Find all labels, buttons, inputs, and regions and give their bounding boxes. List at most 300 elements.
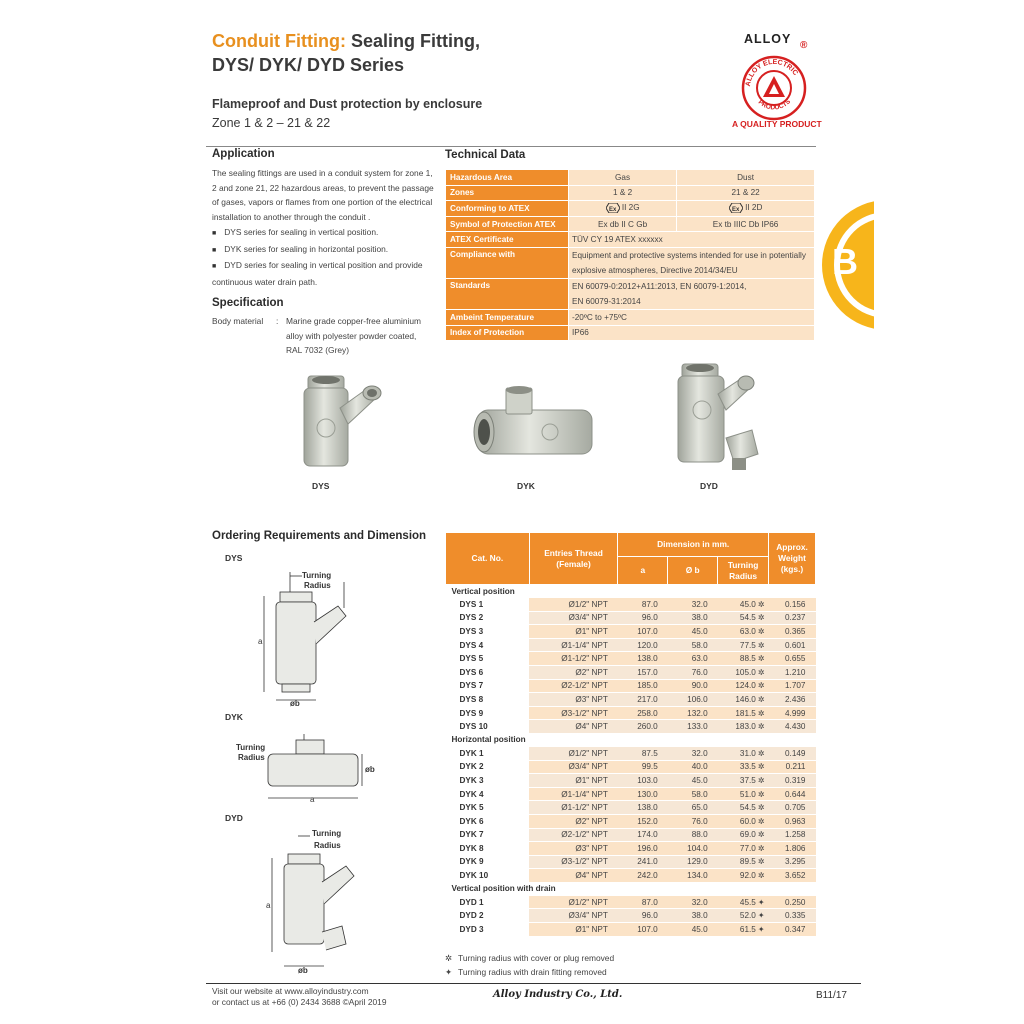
table-row [446, 706, 816, 720]
logo-brand-text: ALLOY [744, 32, 792, 46]
turning-radius [718, 923, 769, 937]
turning-radius-value: 183.0 [735, 722, 756, 732]
diamond-star-icon: ✦ [757, 924, 765, 934]
tech-row [446, 309, 815, 325]
diagram-label-dys: DYS [225, 553, 243, 563]
table-row [446, 611, 816, 625]
asterisk-icon: ✲ [757, 871, 765, 881]
tech-gas: 1 & 2 [569, 185, 677, 201]
tech-dust: Ex tb IIIC Db IP66 [677, 216, 815, 232]
tech-row [446, 278, 815, 309]
turning-radius-value: 88.5 [739, 654, 756, 664]
tech-label: Index of Protection [446, 325, 569, 341]
asterisk-icon: ✲ [757, 789, 765, 799]
entries-thread: Ø1" NPT [529, 774, 618, 788]
turning-radius-value: 33.5 [739, 762, 756, 772]
dys-dimension-diagram [254, 568, 364, 708]
application-heading: Application [212, 148, 275, 160]
dim-b: 45.0 [668, 625, 718, 639]
tech-gas: Ex db II C Gb [569, 216, 677, 232]
weight: 0.365 [769, 625, 816, 639]
svg-text:Ex: Ex [731, 207, 740, 214]
section-row [446, 882, 816, 895]
diagram-text: Turning [236, 743, 266, 752]
dim-b: 133.0 [668, 720, 718, 734]
tech-label: Conforming to ATEX [446, 201, 569, 217]
dim-b: 38.0 [668, 909, 718, 923]
asterisk-icon: ✲ [757, 775, 765, 785]
asterisk-icon: ✲ [757, 722, 765, 732]
zones-subtitle: Zone 1 & 2 – 21 & 22 [212, 116, 331, 130]
weight: 1.707 [769, 679, 816, 693]
tech-standards-1: EN 60079-0:2012+A11:2013, EN 60079-1:2014, [572, 281, 747, 291]
table-row [446, 652, 816, 666]
dim-a: 138.0 [618, 652, 668, 666]
entries-thread: Ø3" NPT [529, 842, 618, 856]
dim-b: 58.0 [668, 638, 718, 652]
dim-b: 32.0 [668, 746, 718, 760]
turning-radius [718, 869, 769, 883]
cat-number: DYS 1 [446, 598, 530, 612]
cat-number: DYK 1 [446, 746, 530, 760]
cat-number: DYS 7 [446, 679, 530, 693]
cat-number: DYS 9 [446, 706, 530, 720]
page-title-line2: DYS/ DYK/ DYD Series [212, 55, 405, 75]
dyd-dimension-diagram [262, 826, 372, 976]
asterisk-icon: ✲ [445, 953, 453, 963]
table-row [446, 638, 816, 652]
entries-thread: Ø4" NPT [529, 869, 618, 883]
section-row [446, 733, 816, 746]
dyk-product-image [470, 378, 600, 473]
ordering-header-row [446, 533, 816, 557]
turning-radius-value: 45.0 [739, 599, 756, 609]
tech-label: Ambeint Temperature [446, 309, 569, 325]
dyd-caption: DYD [700, 481, 718, 491]
col-turning [718, 557, 769, 585]
dim-b: 32.0 [668, 598, 718, 612]
dim-b: 40.0 [668, 760, 718, 774]
entries-thread: Ø3/4" NPT [529, 909, 618, 923]
header-divider [206, 146, 816, 147]
tech-label: Zones [446, 185, 569, 201]
asterisk-icon: ✲ [757, 626, 765, 636]
svg-text:ALLOY ELECTRIC: ALLOY ELECTRIC [744, 58, 799, 87]
turning-radius [718, 842, 769, 856]
spec-label: Body material [212, 316, 264, 326]
turning-radius-value: 77.0 [739, 843, 756, 853]
bullet-dyd: ■ DYD series for sealing in vertical position and provide continuous water drain path. [212, 258, 438, 289]
weight: 1.210 [769, 665, 816, 679]
dim-a: 258.0 [618, 706, 668, 720]
technical-data-table [445, 169, 815, 341]
note-text: Turning radius with cover or plug removed [458, 953, 615, 963]
weight: 2.436 [769, 693, 816, 707]
dim-a: 87.0 [618, 895, 668, 909]
tech-label: Hazardous Area [446, 170, 569, 186]
weight: 0.156 [769, 598, 816, 612]
tech-value: Equipment and protective systems intended for use in potentially explosive atmospheres, Directive 2014/34/EU [569, 247, 815, 278]
footer-company: Alloy Industry Co., Ltd. [493, 989, 623, 1000]
entries-thread: Ø1/2" NPT [529, 598, 618, 612]
logo-registered: ® [800, 40, 808, 51]
entries-thread: Ø3/4" NPT [529, 760, 618, 774]
tech-gas: II 2G [621, 203, 640, 213]
cat-number: DYK 8 [446, 842, 530, 856]
diagram-text: Radius [314, 841, 341, 850]
entries-thread: Ø1/2" NPT [529, 895, 618, 909]
diagram-text: a [258, 637, 263, 646]
tech-value: TÜV CY 19 ATEX xxxxxx [569, 232, 815, 248]
weight: 0.655 [769, 652, 816, 666]
asterisk-icon: ✲ [757, 613, 765, 623]
dim-a: 120.0 [618, 638, 668, 652]
entries-thread: Ø1-1/2" NPT [529, 801, 618, 815]
dim-a: 152.0 [618, 814, 668, 828]
asterisk-icon: ✲ [757, 830, 765, 840]
dim-a: 138.0 [618, 801, 668, 815]
col-thread-1: Entries Thread [544, 547, 603, 558]
tech-row [446, 201, 815, 217]
spec-value: Marine grade copper-free aluminium alloy with polyester powder coated, RAL 7032 (Grey) [286, 316, 421, 356]
title-rest: Sealing Fitting, [345, 31, 480, 51]
turning-radius [718, 801, 769, 815]
turning-radius-value: 92.0 [739, 871, 756, 881]
entries-thread: Ø3-1/2" NPT [529, 706, 618, 720]
asterisk-icon: ✲ [757, 762, 765, 772]
dim-a: 241.0 [618, 855, 668, 869]
section-row [446, 585, 816, 598]
dim-b: 45.0 [668, 923, 718, 937]
table-row [446, 693, 816, 707]
dim-b: 104.0 [668, 842, 718, 856]
turning-radius [718, 774, 769, 788]
tech-row [446, 216, 815, 232]
turning-radius [718, 909, 769, 923]
turning-radius [718, 895, 769, 909]
weight: 0.211 [769, 760, 816, 774]
weight: 0.601 [769, 638, 816, 652]
table-row [446, 665, 816, 679]
entries-thread: Ø1-1/4" NPT [529, 787, 618, 801]
table-row [446, 774, 816, 788]
tech-value: -20ºC to +75ºC [569, 309, 815, 325]
cat-number: DYS 2 [446, 611, 530, 625]
specification-heading: Specification [212, 297, 284, 309]
tech-value-cell [569, 278, 815, 309]
diagram-text: Radius [238, 753, 265, 762]
col-weight-2: Weight [778, 553, 806, 563]
diagram-text: a [310, 795, 315, 804]
col-a: a [618, 557, 668, 585]
turning-radius-value: 54.5 [739, 803, 756, 813]
tech-dust: II 2D [745, 203, 763, 213]
technical-heading: Technical Data [445, 149, 526, 161]
turning-radius [718, 625, 769, 639]
svg-text:Ex: Ex [608, 207, 616, 214]
svg-text:PRODUCTS: PRODUCTS [756, 98, 793, 112]
turning-radius [718, 828, 769, 842]
ex-hexagon-icon [729, 203, 743, 213]
table-row [446, 598, 816, 612]
dim-a: 196.0 [618, 842, 668, 856]
dim-b: 129.0 [668, 855, 718, 869]
cat-number: DYK 2 [446, 760, 530, 774]
dim-b: 106.0 [668, 693, 718, 707]
weight: 0.319 [769, 774, 816, 788]
table-row [446, 842, 816, 856]
cat-number: DYS 6 [446, 665, 530, 679]
cat-number: DYK 9 [446, 855, 530, 869]
col-thread-2: (Female) [556, 558, 591, 569]
turning-radius-value: 146.0 [735, 694, 756, 704]
asterisk-icon: ✲ [757, 748, 765, 758]
dim-a: 130.0 [618, 787, 668, 801]
dys-product-image [290, 368, 400, 478]
spec-sep: : [276, 316, 279, 326]
turning-radius-value: 51.0 [739, 789, 756, 799]
diagram-label-dyk: DYK [225, 712, 243, 722]
asterisk-icon: ✲ [757, 857, 765, 867]
dim-b: 58.0 [668, 787, 718, 801]
bullet-dyk: ■ DYK series for sealing in horizontal position. [212, 242, 438, 259]
section-title: Vertical position with drain [446, 882, 816, 895]
turning-radius [718, 652, 769, 666]
table-row [446, 828, 816, 842]
table-row [446, 746, 816, 760]
ordering-heading: Ordering Requirements and Dimension [212, 530, 427, 542]
weight: 3.652 [769, 869, 816, 883]
application-text [212, 166, 438, 290]
asterisk-icon: ✲ [757, 843, 765, 853]
table-row [446, 720, 816, 734]
col-thread [529, 533, 618, 585]
dyk-caption: DYK [517, 481, 535, 491]
tech-row [446, 247, 815, 278]
asterisk-icon: ✲ [757, 708, 765, 718]
turning-radius [718, 693, 769, 707]
dim-a: 185.0 [618, 679, 668, 693]
dim-b: 76.0 [668, 665, 718, 679]
dim-a: 96.0 [618, 909, 668, 923]
turning-radius-value: 52.0 [739, 911, 756, 921]
cat-number: DYK 7 [446, 828, 530, 842]
dim-b: 65.0 [668, 801, 718, 815]
dim-b: 134.0 [668, 869, 718, 883]
asterisk-icon: ✲ [757, 599, 765, 609]
tech-row [446, 232, 815, 248]
title-accent: Conduit Fitting: [212, 31, 346, 51]
dim-a: 99.5 [618, 760, 668, 774]
dim-b: 132.0 [668, 706, 718, 720]
bullet-dys: ■ DYS series for sealing in vertical position. [212, 225, 438, 242]
cat-number: DYK 3 [446, 774, 530, 788]
weight: 0.705 [769, 801, 816, 815]
footer-contact [212, 986, 386, 1008]
dim-b: 76.0 [668, 814, 718, 828]
table-row [446, 814, 816, 828]
dim-a: 107.0 [618, 625, 668, 639]
turning-radius-value: 69.0 [739, 830, 756, 840]
entries-thread: Ø1/2" NPT [529, 746, 618, 760]
diamond-star-icon: ✦ [757, 897, 765, 907]
dim-a: 87.5 [618, 746, 668, 760]
col-cat: Cat. No. [446, 533, 530, 585]
footer-phone: or contact us at +66 (0) 2434 3688 ©April 2019 [212, 997, 387, 1007]
weight: 3.295 [769, 855, 816, 869]
cat-number: DYK 5 [446, 801, 530, 815]
tech-row [446, 185, 815, 201]
weight: 0.335 [769, 909, 816, 923]
asterisk-icon: ✲ [757, 654, 765, 664]
entries-thread: Ø2-1/2" NPT [529, 828, 618, 842]
weight: 1.258 [769, 828, 816, 842]
turning-radius [718, 611, 769, 625]
entries-thread: Ø1-1/4" NPT [529, 638, 618, 652]
diagram-text: øb [298, 966, 308, 975]
tech-row [446, 170, 815, 186]
diagram-text: Radius [304, 581, 331, 590]
entries-thread: Ø1-1/2" NPT [529, 652, 618, 666]
dim-b: 63.0 [668, 652, 718, 666]
table-row [446, 787, 816, 801]
dim-a: 157.0 [618, 665, 668, 679]
note-cover [445, 951, 614, 965]
dim-b: 45.0 [668, 774, 718, 788]
dim-b: 32.0 [668, 895, 718, 909]
weight: 0.149 [769, 746, 816, 760]
turning-radius-value: 54.5 [739, 613, 756, 623]
dyd-product-image [672, 358, 762, 478]
turning-radius [718, 855, 769, 869]
entries-thread: Ø2" NPT [529, 665, 618, 679]
page-edge-cover [874, 190, 1024, 340]
table-row [446, 869, 816, 883]
tech-label: Symbol of Protection ATEX [446, 216, 569, 232]
col-weight-3: (kgs.) [780, 564, 804, 574]
weight: 0.963 [769, 814, 816, 828]
dim-a: 174.0 [618, 828, 668, 842]
weight: 1.806 [769, 842, 816, 856]
tech-gas: Gas [569, 170, 677, 186]
turning-radius-value: 89.5 [739, 857, 756, 867]
turning-radius-value: 124.0 [735, 681, 756, 691]
brand-logo [734, 28, 824, 132]
table-notes [445, 951, 614, 979]
dim-a: 87.0 [618, 598, 668, 612]
dim-a: 260.0 [618, 720, 668, 734]
entries-thread: Ø3/4" NPT [529, 611, 618, 625]
asterisk-icon: ✲ [757, 681, 765, 691]
ordering-table [445, 532, 816, 937]
col-b: Ø b [668, 557, 718, 585]
turning-radius-value: 77.5 [739, 640, 756, 650]
turning-radius [718, 638, 769, 652]
dyk-dimension-diagram [232, 726, 382, 806]
dim-a: 242.0 [618, 869, 668, 883]
table-row [446, 801, 816, 815]
subtitle: Flameproof and Dust protection by enclosure [212, 97, 483, 111]
tech-dust: Dust [677, 170, 815, 186]
weight: 0.237 [769, 611, 816, 625]
dim-a: 96.0 [618, 611, 668, 625]
dim-b: 38.0 [668, 611, 718, 625]
turning-radius [718, 679, 769, 693]
turning-radius [718, 746, 769, 760]
weight: 0.250 [769, 895, 816, 909]
table-row [446, 855, 816, 869]
turning-radius [718, 787, 769, 801]
entries-thread: Ø1" NPT [529, 625, 618, 639]
turning-radius [718, 760, 769, 774]
tech-label: Standards [446, 278, 569, 309]
dys-caption: DYS [312, 481, 330, 491]
col-turning-1: Turning [727, 559, 759, 570]
entries-thread: Ø2" NPT [529, 814, 618, 828]
cat-number: DYS 10 [446, 720, 530, 734]
col-weight-1: Approx. [776, 542, 808, 552]
diamond-star-icon: ✦ [445, 967, 453, 977]
weight: 4.430 [769, 720, 816, 734]
section-title: Horizontal position [446, 733, 816, 746]
turning-radius-value: 60.0 [739, 816, 756, 826]
col-weight [769, 533, 816, 585]
turning-radius-value: 61.5 [739, 924, 756, 934]
cat-number: DYK 10 [446, 869, 530, 883]
turning-radius [718, 598, 769, 612]
tech-row [446, 325, 815, 341]
dim-a: 107.0 [618, 923, 668, 937]
tech-dust-cell [677, 201, 815, 217]
footer-divider [206, 983, 861, 984]
cat-number: DYD 2 [446, 909, 530, 923]
ex-hexagon-icon [606, 203, 620, 213]
turning-radius-value: 63.0 [739, 626, 756, 636]
cat-number: DYS 3 [446, 625, 530, 639]
asterisk-icon: ✲ [757, 667, 765, 677]
entries-thread: Ø4" NPT [529, 720, 618, 734]
page-title [212, 31, 480, 52]
diagram-text: øb [290, 699, 300, 708]
cat-number: DYK 6 [446, 814, 530, 828]
entries-thread: Ø2-1/2" NPT [529, 679, 618, 693]
note-text: Turning radius with drain fitting removed [458, 967, 607, 977]
turning-radius [718, 720, 769, 734]
logo-tagline: A QUALITY PRODUCT [732, 119, 822, 129]
table-row [446, 625, 816, 639]
diagram-label-dyd: DYD [225, 813, 243, 823]
dim-b: 88.0 [668, 828, 718, 842]
asterisk-icon: ✲ [757, 694, 765, 704]
page-number: B11/17 [816, 990, 847, 1001]
cat-number: DYS 8 [446, 693, 530, 707]
weight: 0.644 [769, 787, 816, 801]
dim-a: 103.0 [618, 774, 668, 788]
tech-value: IP66 [569, 325, 815, 341]
dim-b: 90.0 [668, 679, 718, 693]
diamond-star-icon: ✦ [757, 911, 765, 921]
tech-gas-cell [569, 201, 677, 217]
turning-radius-value: 105.0 [735, 667, 756, 677]
weight: 0.347 [769, 923, 816, 937]
table-row [446, 895, 816, 909]
cat-number: DYS 5 [446, 652, 530, 666]
entries-thread: Ø3-1/2" NPT [529, 855, 618, 869]
section-title: Vertical position [446, 585, 816, 598]
diagram-text: øb [365, 765, 375, 774]
table-row [446, 679, 816, 693]
asterisk-icon: ✲ [757, 816, 765, 826]
